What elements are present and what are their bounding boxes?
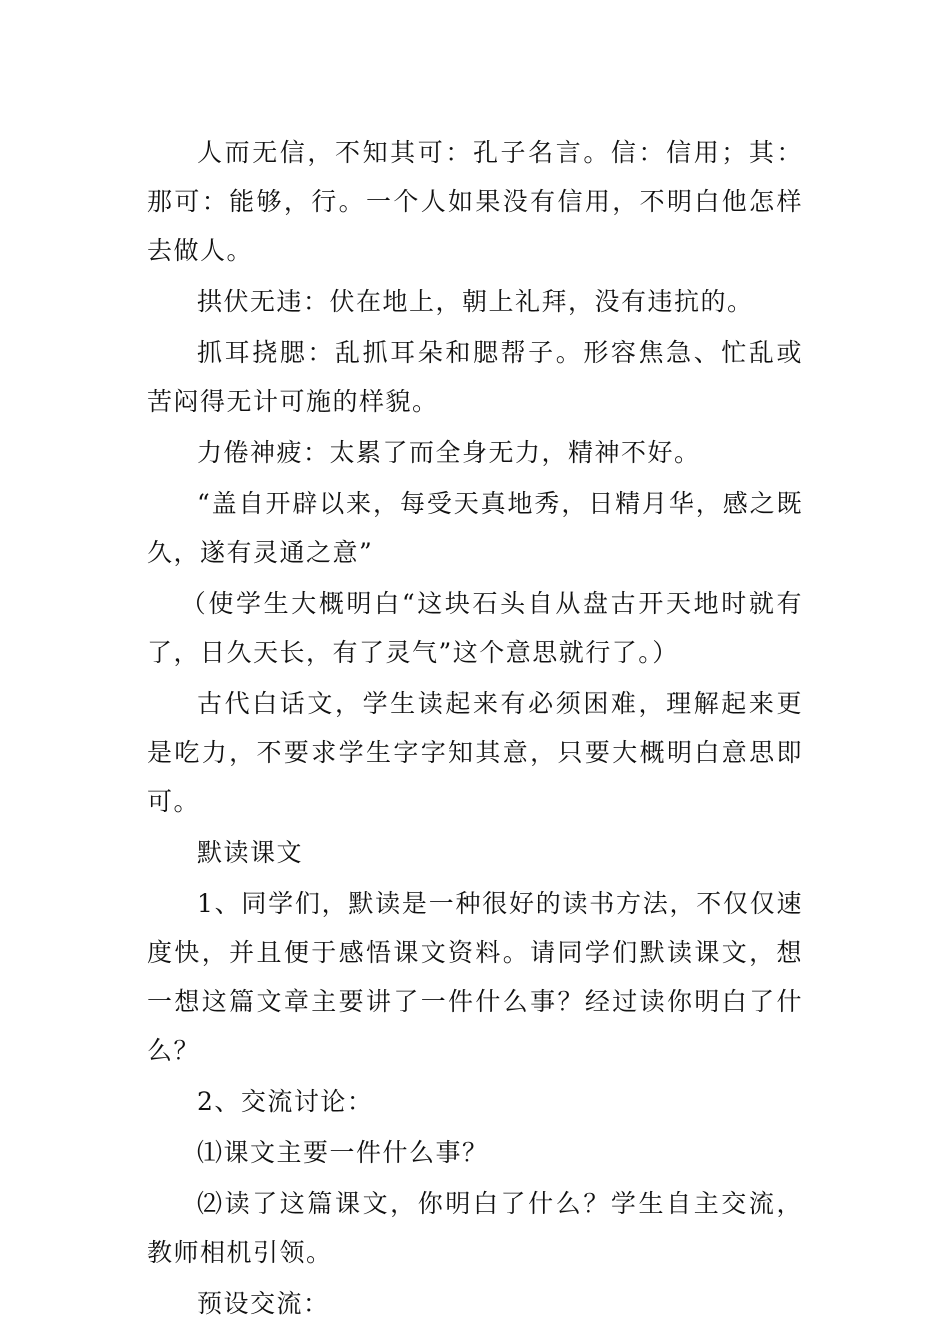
paragraph-definition-lijuan: 力倦神疲：太累了而全身无力，精神不好。 [197, 438, 701, 467]
section-heading-silent-reading: 默读课文 [197, 838, 304, 867]
paragraph-definition-trust: 人而无信，不知其可：孔子名言。信：信用；其：那可：能够，行。一个人如果没有信用，不明白他怎样去做人。 [147, 138, 803, 265]
paragraph-step-2: 2、交流讨论： [197, 1087, 374, 1116]
paragraph-definition-gongfu: 拱伏无违：伏在地上，朝上礼拜，没有违抗的。 [197, 287, 754, 316]
paragraph-quotation: “盖自开辟以来，每受天真地秀，日精月华，感之既久，遂有灵通之意” [147, 489, 803, 567]
paragraph-vernacular-note: 古代白话文，学生读起来有必须困难，理解起来更是吃力，不要求学生字字知其意，只要大概明白意思即可。 [147, 689, 803, 816]
paragraph-preset-exchange: 预设交流： [197, 1289, 330, 1318]
paragraph-explanation-note: （使学生大概明白“这块石头自从盘古开天地时就有了，日久天长，有了灵气”这个意思就行了。） [147, 589, 803, 667]
paragraph-question-2: ⑵读了这篇课文，你明白了什么？学生自主交流，教师相机引领。 [147, 1189, 803, 1267]
paragraph-question-1: ⑴课文主要一件什么事？ [197, 1138, 489, 1167]
paragraph-definition-zhuaer: 抓耳挠腮：乱抓耳朵和腮帮子。形容焦急、忙乱或苦闷得无计可施的样貌。 [147, 338, 803, 416]
paragraph-step-1: 1、同学们，默读是一种很好的读书方法，不仅仅速度快，并且便于感悟课文资料。请同学们默读课文，想一想这篇文章主要讲了一件什么事？经过读你明白了什么？ [147, 889, 803, 1065]
